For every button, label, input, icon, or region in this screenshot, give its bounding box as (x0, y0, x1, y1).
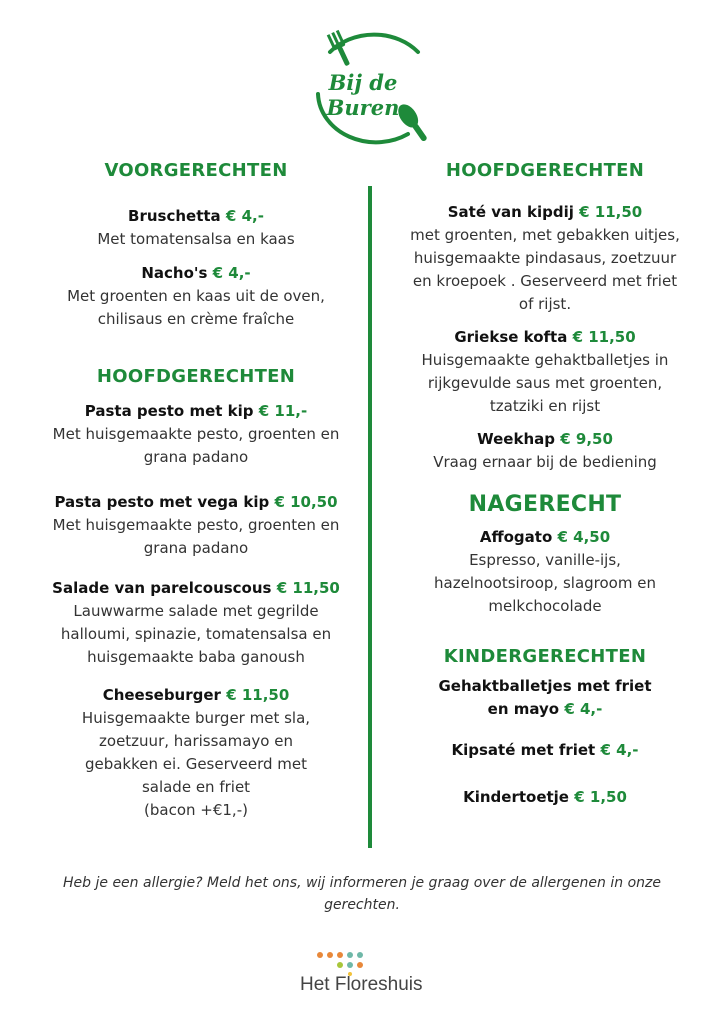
item-name: Cheeseburger (102, 686, 221, 704)
item-description: Met groenten en kaas uit de oven, (67, 287, 325, 305)
item-description: rijkgevulde saus met groenten, (427, 374, 663, 392)
section-heading-hoofdgerechten: HOOFDGERECHTEN (445, 160, 645, 181)
item-name: Pasta pesto met vega kip (54, 493, 270, 511)
item-name: Saté van kipdij (447, 203, 574, 221)
item-name: Kindertoetje (463, 788, 569, 806)
restaurant-name: Bij de Buren (326, 70, 400, 120)
item-description: met groenten, met gebakken uitjes, (410, 226, 680, 244)
item-price: € 4,- (600, 741, 639, 759)
brand-logo (298, 950, 448, 1000)
item-description: Lauwwarme salade met gegrilde (73, 602, 319, 620)
item-name: Salade van parelcouscous (52, 579, 272, 597)
left-column (40, 0, 352, 1024)
item-description: salade en friet (141, 778, 251, 796)
section-heading-voorgerechten: VOORGERECHTEN (104, 160, 288, 181)
menu-item (395, 526, 695, 618)
item-description: grana padano (143, 448, 249, 466)
item-description: huisgemaakte baba ganoush (87, 648, 305, 666)
item-price: € 11,50 (572, 328, 636, 346)
menu-item (395, 326, 695, 418)
section-heading-hoofdgerechten: HOOFDGERECHTEN (96, 366, 296, 387)
dots-icon (316, 950, 376, 976)
item-description: Met huisgemaakte pesto, groenten en (52, 425, 340, 443)
menu-item (395, 201, 695, 316)
item-description: halloumi, spinazie, tomatensalsa en (60, 625, 332, 643)
right-column (395, 0, 695, 1024)
item-name: Affogato (479, 528, 553, 546)
section-heading-kindergerechten: KINDERGERECHTEN (443, 646, 647, 667)
menu-item (40, 400, 352, 469)
allergy-note: Heb je een allergie? Meld het ons, wij informeren je graag over de allergenen in onze gerechten. (63, 875, 661, 913)
item-description: en kroepoek . Geserveerd met friet (412, 272, 678, 290)
item-description: Met huisgemaakte pesto, groenten en (52, 516, 340, 534)
item-name: Griekse kofta (454, 328, 568, 346)
item-description: (bacon +€1,-) (144, 801, 248, 819)
item-price: € 4,- (212, 264, 251, 282)
item-description: gebakken ei. Geserveerd met (84, 755, 308, 773)
item-description: chilisaus en crème fraîche (97, 310, 295, 328)
item-description: Huisgemaakte burger met sla, (81, 709, 311, 727)
item-description: tzatziki en rijst (489, 397, 601, 415)
item-name: Gehaktballetjes met friet (438, 677, 652, 695)
menu-item (40, 577, 352, 669)
item-name: Pasta pesto met kip (84, 402, 254, 420)
item-description: hazelnootsiroop, slagroom en (434, 574, 656, 592)
item-price: € 10,50 (274, 493, 338, 511)
item-description: huisgemaakte pindasaus, zoetzuur (413, 249, 677, 267)
item-price: € 11,50 (226, 686, 290, 704)
item-description: zoetzuur, harissamayo en (99, 732, 293, 750)
item-price: € 9,50 (560, 430, 613, 448)
item-description: Met tomatensalsa en kaas (97, 230, 295, 248)
item-name: en mayo (487, 700, 560, 718)
item-description: of rijst. (518, 295, 572, 313)
item-description: Vraag ernaar bij de bediening (433, 453, 657, 471)
item-description: Huisgemaakte gehaktballetjes in (421, 351, 669, 369)
item-price: € 4,- (225, 207, 264, 225)
item-price: € 4,50 (557, 528, 611, 546)
menu-item (395, 786, 695, 809)
brand-name: Het Floreshuis (300, 974, 423, 995)
item-name: Kipsaté met friet (451, 741, 596, 759)
item-description: melkchocolade (488, 597, 602, 615)
item-description: grana padano (143, 539, 249, 557)
item-price: € 11,- (258, 402, 308, 420)
column-divider (368, 186, 372, 848)
menu-item (395, 428, 695, 474)
item-price: € 1,50 (574, 788, 627, 806)
item-description: Espresso, vanille-ijs, (469, 551, 621, 569)
section-heading-nagerecht: NAGERECHT (468, 492, 622, 517)
item-name: Bruschetta (128, 207, 221, 225)
menu-item (40, 491, 352, 560)
item-price: € 11,50 (579, 203, 643, 221)
menu-item (40, 684, 352, 822)
item-price: € 11,50 (276, 579, 340, 597)
menu-item (40, 205, 352, 251)
menu-item (40, 262, 352, 331)
item-name: Nacho's (141, 264, 208, 282)
item-name: Weekhap (477, 430, 555, 448)
item-price: € 4,- (564, 700, 603, 718)
menu-item (395, 739, 695, 762)
menu-item (395, 675, 695, 721)
